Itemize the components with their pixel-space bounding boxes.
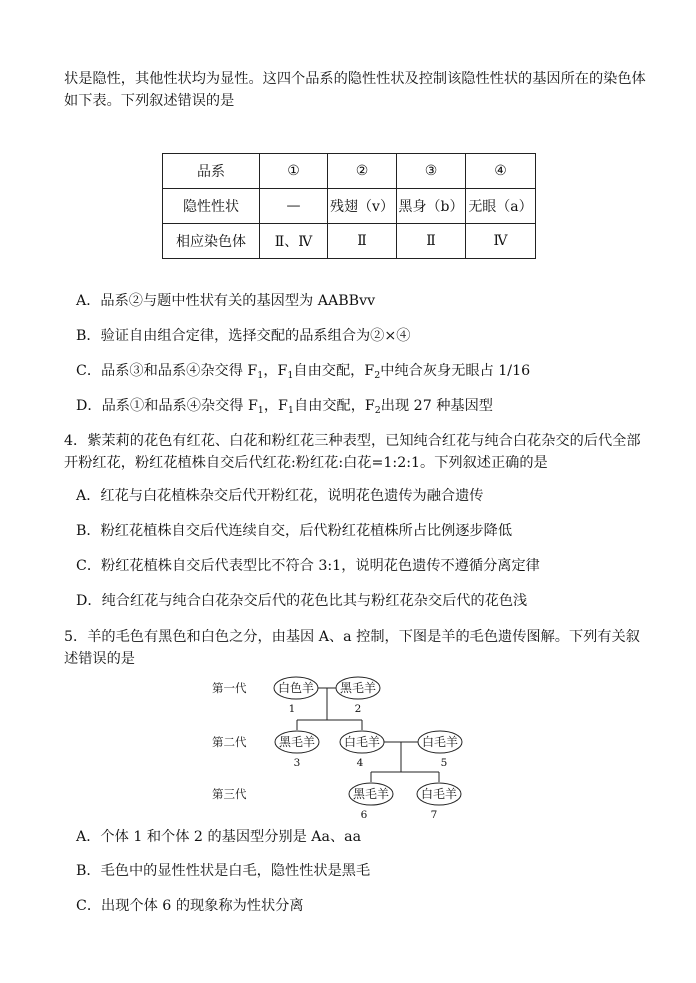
individual-1-label: 白色羊: [277, 681, 315, 695]
q5-option-c: C．出现个体 6 的现象称为性状分离: [76, 898, 304, 914]
q3-option-c: C．品系③和品系④杂交得 $F_1$，$F_1$自由交配，$F_2$中纯合灰身无眼占 1/16: [76, 363, 531, 381]
individual-number: 1: [288, 703, 296, 715]
individual-number: 2: [354, 703, 362, 715]
table-cell: Ⅳ: [466, 224, 536, 259]
individual-number: 7: [430, 809, 438, 821]
individual-7-label: 白毛羊: [420, 787, 458, 801]
individual-number: 6: [360, 809, 368, 821]
individual-2-label: 黑毛羊: [339, 681, 377, 695]
individual-5-label: 白毛羊: [421, 735, 459, 749]
table-header-row: [163, 154, 536, 189]
intro-line-2: 如下表。下列叙述错误的是: [64, 93, 235, 109]
q4-option-b: B．粉红花植株自交后代连续自交，后代粉红花植株所占比例逐步降低: [76, 523, 513, 539]
intro-line-1: 状是隐性，其他性状均为显性。这四个品系的隐性性状及控制该隐性性状的基因所在的染色体: [64, 71, 646, 87]
table-cell: Ⅱ: [397, 224, 466, 259]
table-cell: Ⅱ: [328, 224, 397, 259]
individual-6-label: 黑毛羊: [352, 787, 390, 801]
generation-label-1: 第一代: [212, 681, 247, 695]
q3-option-a: A．品系②与题中性状有关的基因型为 AABBvv: [76, 293, 376, 309]
table-row: [163, 189, 536, 224]
q5-option-a: A．个体 1 和个体 2 的基因型分别是 Aa、aa: [76, 829, 362, 845]
q3-option-b: B．验证自由组合定律，选择交配的品系组合为②×④: [76, 328, 411, 344]
table-row: [163, 224, 536, 259]
generation-label-3: 第三代: [212, 787, 247, 801]
q3-option-d: D．品系①和品系④杂交得 $F_1$，$F_1$自由交配，$F_2$出现 27 种基因型: [76, 398, 493, 416]
table-cell: —: [260, 189, 328, 224]
table-cell: 残翅（v）: [328, 189, 397, 224]
table-cell: 品系: [163, 154, 260, 189]
table-cell: ①: [260, 154, 328, 189]
q4-option-a: A．红花与白花植株杂交后代开粉红花，说明花色遗传为融合遗传: [76, 488, 484, 504]
q4-option-d: D．纯合红花与纯合白花杂交后代的花色比其与粉红花杂交后代的花色浅: [76, 593, 528, 609]
table-cell: ④: [466, 154, 536, 189]
q5-stem-line-2: 述错误的是: [64, 651, 135, 667]
q4-stem-line-1: 4．紫茉莉的花色有红花、白花和粉红花三种表型，已知纯合红花与纯合白花杂交的后代全部: [64, 433, 641, 449]
q4-option-c: C．粉红花植株自交后代表型比不符合 3:1，说明花色遗传不遵循分离定律: [76, 558, 540, 574]
table-cell: 相应染色体: [163, 224, 260, 259]
table-cell: 黑身（b）: [397, 189, 466, 224]
table-cell: Ⅱ、Ⅳ: [260, 224, 328, 259]
q5-option-b: B．毛色中的显性性状是白毛，隐性性状是黑毛: [76, 863, 371, 879]
individual-3-label: 黑毛羊: [278, 735, 316, 749]
q5-stem-line-1: 5．羊的毛色有黑色和白色之分，由基因 A、a 控制，下图是羊的毛色遗传图解。下列有关叙: [64, 629, 640, 645]
strain-table: [162, 153, 536, 259]
table-cell: ②: [328, 154, 397, 189]
individual-number: 5: [440, 757, 448, 769]
table-cell: ③: [397, 154, 466, 189]
individual-4-label: 白毛羊: [343, 735, 381, 749]
table-cell: 无眼（a）: [466, 189, 536, 224]
table-cell: 隐性性状: [163, 189, 260, 224]
generation-label-2: 第二代: [212, 735, 247, 749]
pedigree-diagram: [212, 672, 482, 822]
q4-stem-line-2: 开粉红花，粉红花植株自交后代红花:粉红花:白花=1:2:1。下列叙述正确的是: [64, 455, 548, 471]
individual-number: 3: [293, 757, 301, 769]
individual-number: 4: [356, 757, 364, 769]
